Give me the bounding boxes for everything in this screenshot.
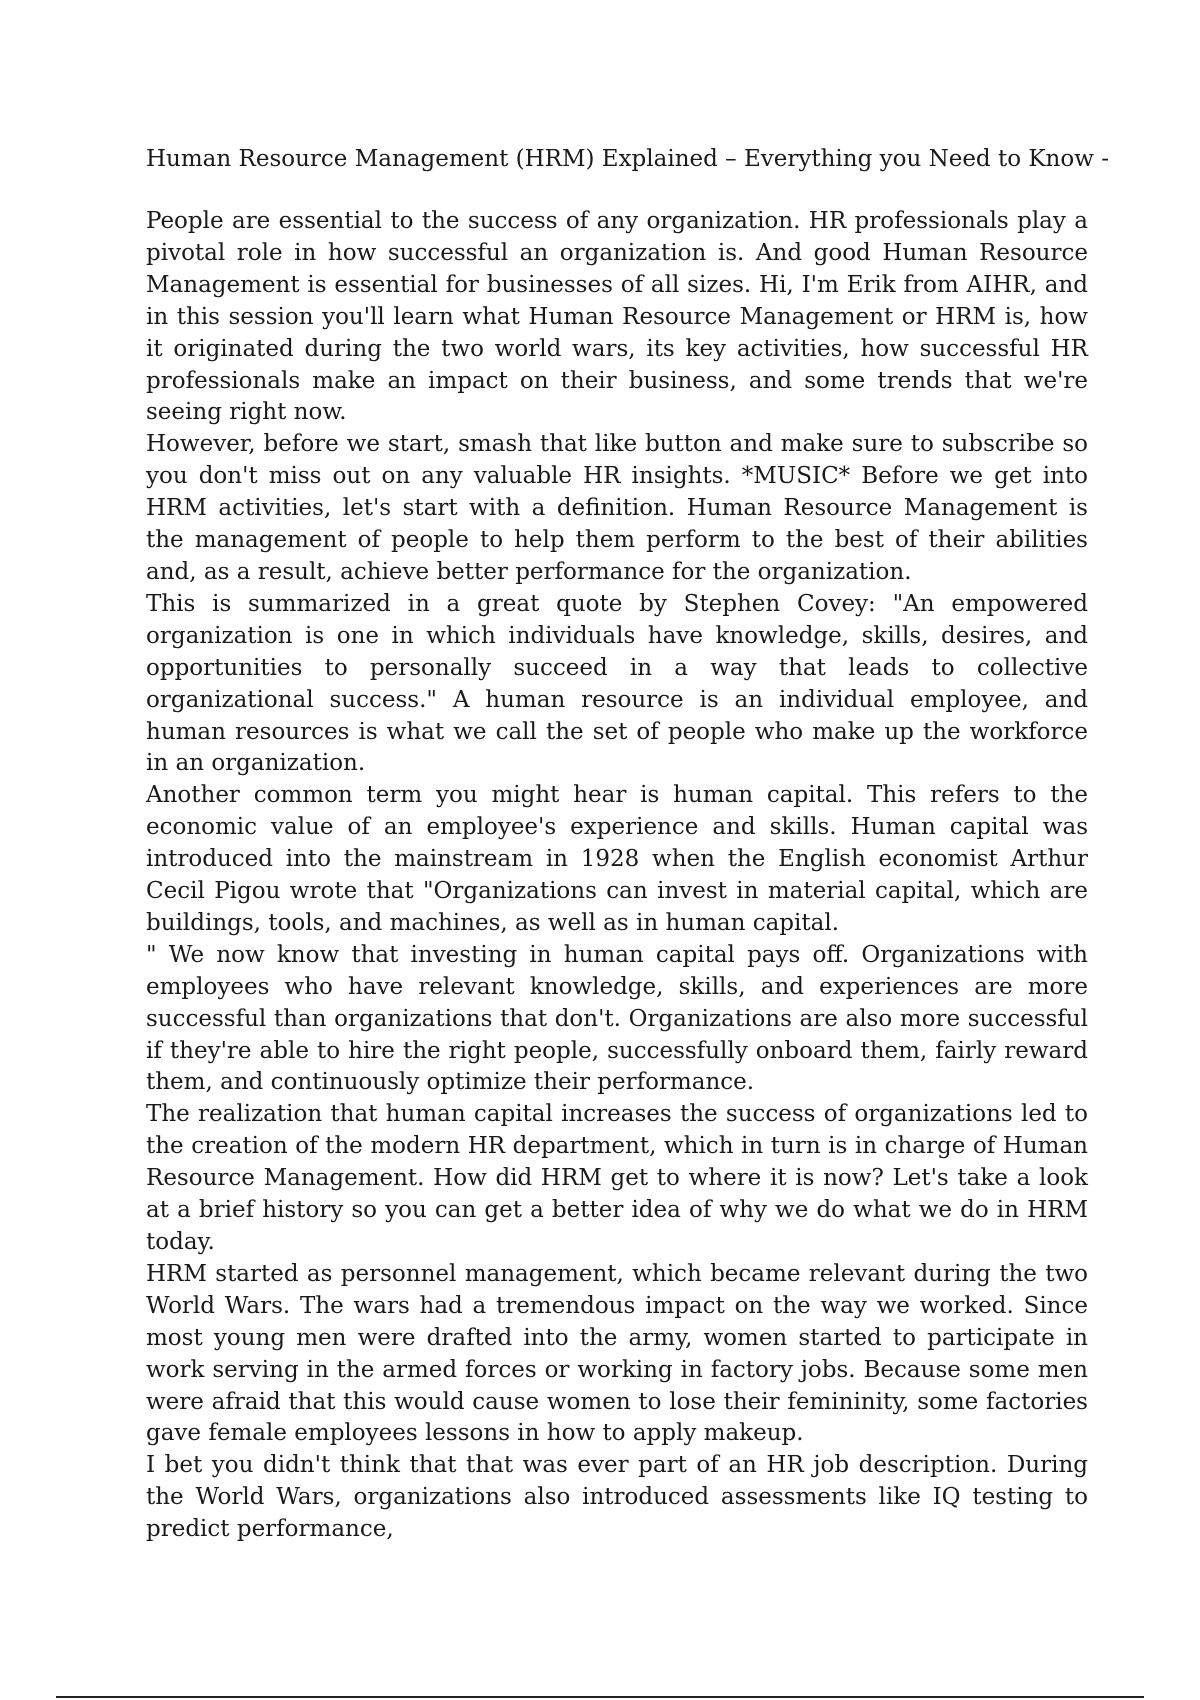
document-body (146, 206, 1088, 1546)
paragraph-world-wars: I bet you didn't think that that was ever part of an HR job description. During the World Wars, organizations also introduced assessments like IQ testing to predict performance, (146, 1452, 1088, 1543)
paragraph-history: HRM started as personnel management, which became relevant during the two World Wars. The wars had a tremendous impact on the way we worked. Since most young men were drafted into the army, women started to participate in work serving in the armed forces or working in factory jobs. Because some men were afraid that this would cause women to lose their femininity, some factories gave female employees lessons in how to apply makeup. (146, 1260, 1088, 1447)
document-title: Human Resource Management (HRM) Explained – Everything you Need to Know - (146, 146, 1109, 172)
paragraph-investment: " We now know that investing in human capital pays off. Organizations with employees who have relevant knowledge, skills, and experiences are more successful than organizations that don't. Organizations are also more successful if they're able to hire the right people, successfully onboard them, fairly reward them, and continuously optimize their performance. (146, 941, 1088, 1096)
paragraph-human-capital: Another common term you might hear is human capital. This refers to the economic value of an employee's experience and skills. Human capital was introduced into the mainstream in 1928 when the English economist Arthur Cecil Pigou wrote that "Organizations can invest in material capital, which are buildings, tools, and machines, as well as in human capital. (146, 782, 1088, 936)
paragraph-intro: People are essential to the success of any organization. HR professionals play a pivotal role in how successful an organization is. And good Human Resource Management is essential for businesses of all sizes. Hi, I'm Erik from AIHR, and in this session you'll learn what Human Resource Management or HRM is, how it originated during the two world wars, its key activities, how successful HR professionals make an impact on their business, and some trends that we're seeing right now. (146, 208, 1088, 426)
paragraph-definition: However, before we start, smash that like button and make sure to subscribe so you don't miss out on any valuable HR insights. *MUSIC* Before we get into HRM activities, let's start with a definition. Human Resource Management is the management of people to help them perform to the best of their abilities and, as a result, achieve better performance for the organization. (146, 431, 1088, 585)
paragraph-covey-quote: This is summarized in a great quote by Stephen Covey: "An empowered organization is one in which individuals have knowledge, skills, desires, and opportunities to personally succeed in a way that leads to collective organizational success." A human resource is an individual employee, and human resources is what we call the set of people who make up the workforce in an organization. (146, 590, 1088, 777)
paragraph-hr-department: The realization that human capital increases the success of organizations led to the creation of the modern HR department, which in turn is in charge of Human Resource Management. How did HRM get to where it is now? Let's take a look at a brief history so you can get a better idea of why we do what we do in HRM today. (146, 1101, 1088, 1255)
footer-divider (56, 1696, 1144, 1698)
